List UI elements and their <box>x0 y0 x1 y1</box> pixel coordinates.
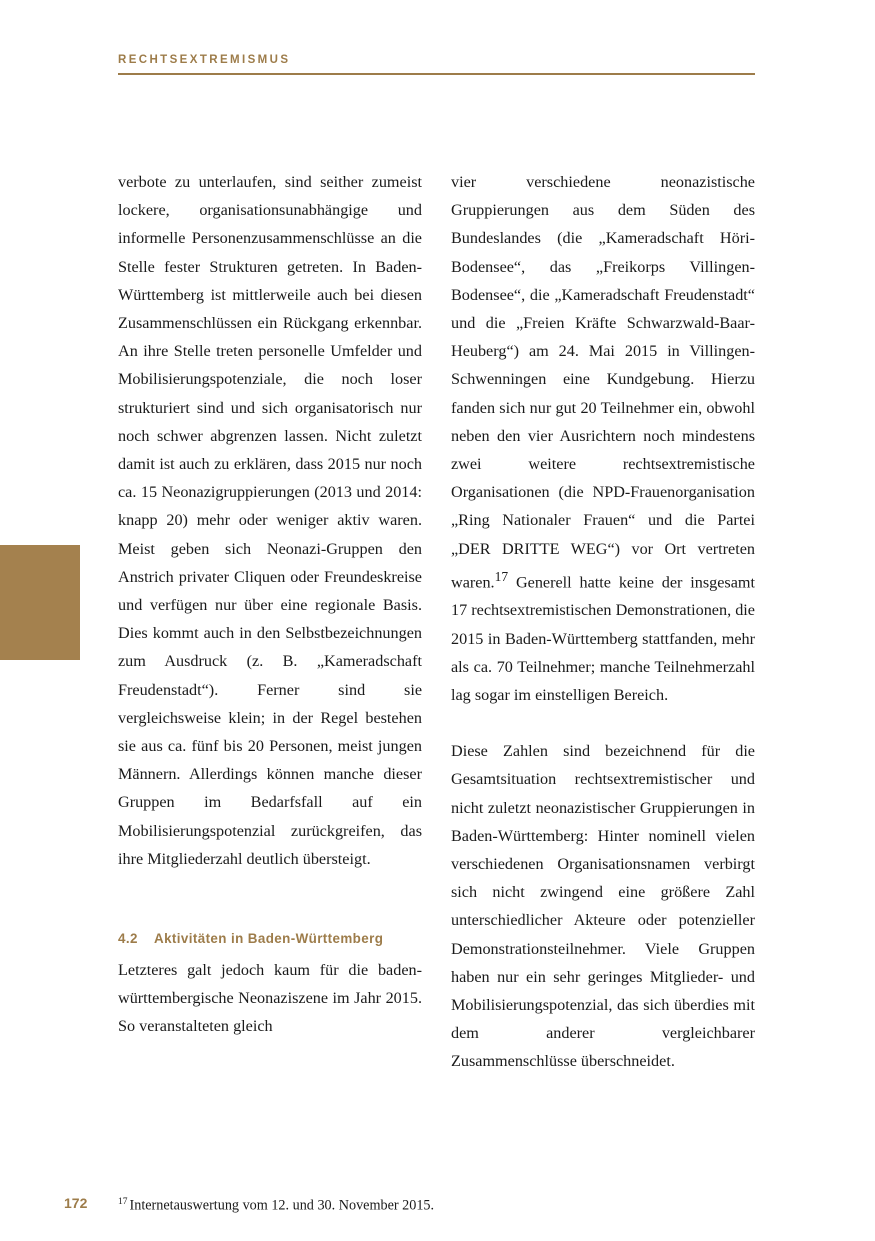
right-column <box>451 168 755 1076</box>
left-column <box>118 168 422 1076</box>
paragraph-text-continued: Generell hatte keine der insgesamt 17 rechtsextremistischen Demonstrationen, die 2015 in Baden-Württemberg stattfanden, mehr als ca. 70 Teilnehmer; manche Teilnehmerzahl lag sogar im einstelligen Bereich. <box>451 573 755 705</box>
body-columns <box>118 168 755 1076</box>
chapter-thumb-index-marker <box>0 545 80 660</box>
paragraph: Diese Zahlen sind bezeichnend für die Gesamtsituation rechtsextremistischer und nicht zuletzt neonazistischer Gruppierungen in Baden-Württemberg: Hinter nominell vielen verschiedenen Organisationsnamen verbirgt sich nicht zwingend eine größere Zahl unterschiedlicher Akteure oder potenzieller Demonstrationsteilnehmer. Viele Gruppen haben nur ein sehr geringes Mitglieder- und Mobilisierungspotenzial, das sich überdies mit dem anderer vergleichbarer Zusammenschlüsse überschneidet. <box>451 742 755 1071</box>
paragraph <box>451 168 755 709</box>
section-title: Aktivitäten in Baden-Württemberg <box>154 931 384 947</box>
paragraph-text: vier verschiedene neonazistische Gruppierungen aus dem Süden des Bundeslandes (die „Kameradschaft Höri-Bodensee“, das „Freikorps Villingen-Bodensee“, die „Kameradschaft Freudenstadt“ und die „Freien Kräfte Schwarzwald-Baar-Heuberg“) am 24. Mai 2015 in Villingen-Schwenningen eine Kundgebung. Hierzu fanden sich nur gut 20 Teilnehmer ein, obwohl neben den vier Ausrichtern noch mindestens zwei weitere rechtsextremistische Organisationen (die NPD-Frauenorganisation „Ring Nationaler Frauen“ und die Partei „DER DRITTE WEG“) vor Ort vertreten waren. <box>451 173 755 592</box>
section-number: 4.2 <box>118 931 138 947</box>
footnote <box>118 1192 755 1216</box>
page-number: 172 <box>64 1195 88 1211</box>
footnote-text: Internetauswertung vom 12. und 30. November 2015. <box>129 1197 435 1214</box>
page-header <box>118 54 755 75</box>
paragraph: Letzteres galt jedoch kaum für die baden-württembergische Neonaziszene im Jahr 2015. So veranstalteten gleich <box>118 961 422 1036</box>
paragraph: verbote zu unterlaufen, sind seither zumeist lockere, organisationsunabhängige und informelle Personenzusammenschlüsse an die Stelle fester Strukturen getreten. In Baden-Württemberg ist mittlerweile auch bei diesen Zusammenschlüssen ein Rückgang erkennbar. An ihre Stelle treten personelle Umfelder und Mobilisierungspotenziale, die noch loser strukturiert sind und sich organisatorisch nur noch schwer abgrenzen lassen. Nicht zuletzt damit ist auch zu erklären, dass 2015 nur noch ca. 15 Neonazigruppierungen (2013 und 2014: knapp 20) mehr oder weniger aktiv waren. Meist geben sich Neonazi-Gruppen den Anstrich privater Cliquen oder Freundeskreise und verfügen nur über eine regionale Basis. Dies kommt auch in den Selbstbezeichnungen zum Ausdruck (z. B. „Kameradschaft Freudenstadt“). Ferner sind sie vergleichsweise klein; in der Regel bestehen sie aus ca. fünf bis 20 Personen, meist jungen Männern. Allerdings können manche dieser Gruppen im Bedarfsfall auf ein Mobilisierungspotenzial zurückgreifen, das ihre Mitgliederzahl deutlich übersteigt. <box>118 173 422 868</box>
running-head: RECHTSEXTREMISMUS <box>118 54 291 66</box>
footnote-marker: 17 <box>118 1197 128 1207</box>
section-heading <box>118 927 422 951</box>
footnote-reference: 17 <box>494 568 509 584</box>
header-divider <box>118 73 755 75</box>
